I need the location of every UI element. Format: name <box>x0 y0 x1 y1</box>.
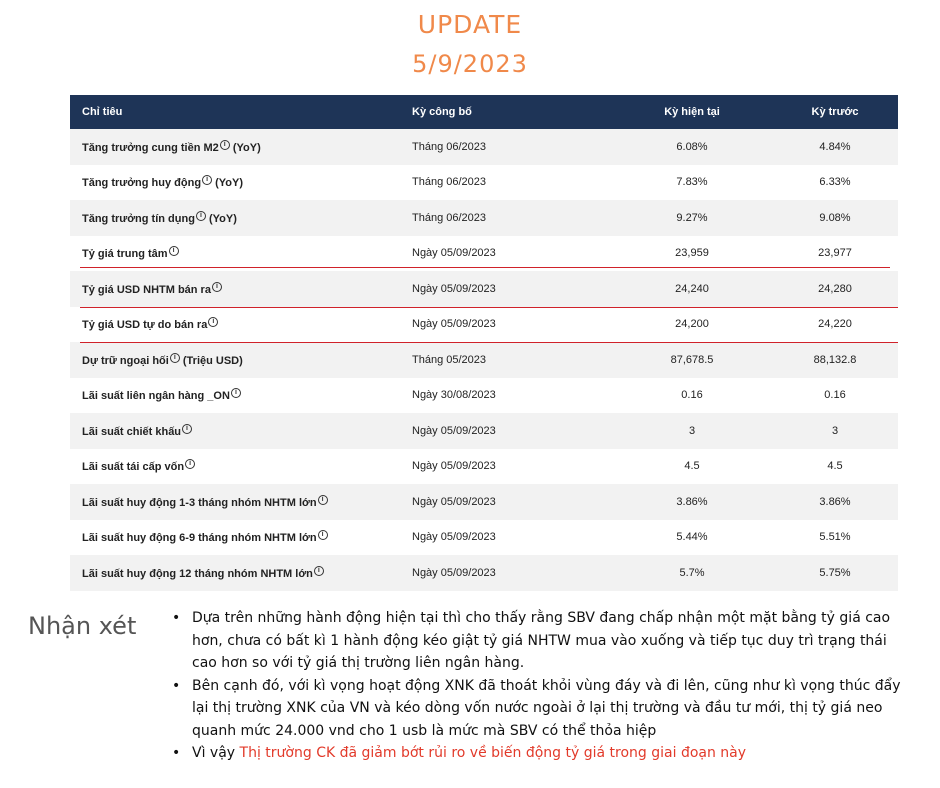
bullet-icon: • <box>172 745 181 761</box>
indicator-cell <box>70 530 402 544</box>
comment-item <box>170 742 905 765</box>
previous-value-cell: 5.75% <box>819 566 851 579</box>
comment-item <box>170 675 905 743</box>
red-underline-1 <box>80 267 890 268</box>
table-row <box>70 449 898 485</box>
table-row <box>70 236 898 272</box>
comment-text: Dựa trên những hành động hiện tại thì cho thấy rằng SBV đang chấp nhận một mặt bằng tỷ giá cao hơn, chưa có bất kì 1 hành động kéo giật tỷ giá NHTW mua vào xuống và tiếp tục duy trì trạng thái cao hơn so với tỷ giá thị trường liên ngân hàng. <box>192 610 891 671</box>
info-icon[interactable]: i <box>318 530 328 540</box>
indicator-cell <box>70 211 402 225</box>
comment-text: Bên cạnh đó, với kì vọng hoạt động XNK đã thoát khỏi vùng đáy và đi lên, cũng như kì vọng thúc đẩy lại thị trường XNK của VN và kéo dòng vốn nước ngoài ở lại thị trường và đầu tư mới, thị tỷ giá neo quanh mức 24.000 vnd cho 1 usb là mức mà SBV có thể thỏa hiệp <box>192 677 901 739</box>
table-header <box>70 95 898 129</box>
info-icon[interactable]: i <box>185 459 195 469</box>
previous-value-cell: 4.5 <box>827 460 843 473</box>
comments-heading: Nhận xét <box>28 612 137 640</box>
indicator-name: Tăng trưởng huy động <box>82 177 202 190</box>
info-icon[interactable]: i <box>220 140 230 150</box>
indicator-cell <box>70 317 402 331</box>
info-icon[interactable]: i <box>318 495 328 505</box>
bullet-icon: • <box>172 610 181 626</box>
current-value-cell: 6.08% <box>676 140 708 153</box>
current-value-cell: 23,959 <box>675 247 709 260</box>
previous-value-cell: 88,132.8 <box>813 353 857 366</box>
update-date: 5/9/2023 <box>412 50 528 78</box>
indicator-cell <box>70 424 402 438</box>
current-value-cell: 3.86% <box>676 495 708 508</box>
indicator-name: Lãi suất huy động 1-3 tháng nhóm NHTM lớn <box>82 496 317 509</box>
column-header-indicator: Chỉ tiêu <box>82 106 123 118</box>
info-icon[interactable]: i <box>314 566 324 576</box>
previous-value-cell: 6.33% <box>819 176 851 189</box>
indicator-name: Lãi suất huy động 12 tháng nhóm NHTM lớn <box>82 567 313 580</box>
previous-value-cell: 0.16 <box>824 389 846 402</box>
current-value-cell: 87,678.5 <box>670 353 714 366</box>
red-underline-2 <box>80 307 898 308</box>
info-icon[interactable]: i <box>182 424 192 434</box>
current-value-cell: 7.83% <box>676 176 708 189</box>
table-body <box>70 129 898 591</box>
period-cell: Tháng 06/2023 <box>412 211 487 224</box>
table-row <box>70 271 898 307</box>
indicator-cell <box>70 246 402 260</box>
indicator-name: Tỷ giá USD NHTM bán ra <box>82 283 211 296</box>
info-icon[interactable]: i <box>170 353 180 363</box>
table-row <box>70 165 898 201</box>
previous-value-cell: 23,977 <box>818 247 852 260</box>
previous-value-cell: 9.08% <box>819 211 851 224</box>
current-value-cell: 0.16 <box>681 389 703 402</box>
indicator-name: Tỷ giá USD tự do bán ra <box>82 319 208 332</box>
info-icon[interactable]: i <box>169 246 179 256</box>
indicator-cell <box>70 175 402 189</box>
info-icon[interactable]: i <box>231 388 241 398</box>
indicator-cell <box>70 495 402 509</box>
info-icon[interactable]: i <box>212 282 222 292</box>
period-cell: Tháng 06/2023 <box>412 140 487 153</box>
red-underline-3 <box>80 342 898 343</box>
current-value-cell: 5.7% <box>679 566 705 579</box>
previous-value-cell: 3.86% <box>819 495 851 508</box>
indicator-cell <box>70 459 402 473</box>
table-row <box>70 378 898 414</box>
previous-value-cell: 5.51% <box>819 531 851 544</box>
indicator-cell <box>70 388 402 402</box>
period-cell: Ngày 05/09/2023 <box>412 247 496 260</box>
bullet-icon: • <box>172 677 181 694</box>
period-cell: Tháng 05/2023 <box>412 353 487 366</box>
current-value-cell: 24,240 <box>675 282 709 295</box>
period-cell: Ngày 30/08/2023 <box>412 389 496 402</box>
indicator-name: Lãi suất liên ngân hàng _ON <box>82 390 230 403</box>
column-header-previous: Kỳ trước <box>811 106 859 118</box>
indicator-unit: (YoY) <box>212 177 244 190</box>
previous-value-cell: 3 <box>831 424 839 437</box>
indicator-name: Lãi suất huy động 6-9 tháng nhóm NHTM lớn <box>82 532 317 545</box>
indicator-unit: (YoY) <box>229 141 261 154</box>
current-value-cell: 3 <box>688 424 696 437</box>
table-row <box>70 200 898 236</box>
period-cell: Ngày 05/09/2023 <box>412 424 496 437</box>
indicator-name: Tăng trưởng tín dụng <box>82 212 195 225</box>
table-row <box>70 413 898 449</box>
current-value-cell: 9.27% <box>676 211 708 224</box>
period-cell: Ngày 05/09/2023 <box>412 531 496 544</box>
previous-value-cell: 24,220 <box>818 318 852 331</box>
indicator-cell <box>70 282 402 296</box>
period-cell: Tháng 06/2023 <box>412 176 487 189</box>
period-cell: Ngày 05/09/2023 <box>412 460 496 473</box>
column-header-current: Kỳ hiện tại <box>664 106 720 118</box>
previous-value-cell: 4.84% <box>819 140 851 153</box>
current-value-cell: 5.44% <box>676 531 708 544</box>
column-header-period: Kỳ công bố <box>412 106 472 118</box>
period-cell: Ngày 05/09/2023 <box>412 566 496 579</box>
indicator-unit: (Triệu USD) <box>179 354 243 367</box>
indicator-name: Dự trữ ngoại hối <box>82 354 169 367</box>
table-row <box>70 129 898 165</box>
current-value-cell: 4.5 <box>684 460 700 473</box>
indicator-name: Lãi suất tái cấp vốn <box>82 461 185 474</box>
indicator-name: Tỷ giá trung tâm <box>82 248 168 261</box>
indicator-name: Tăng trưởng cung tiền M2 <box>82 141 219 154</box>
current-value-cell: 24,200 <box>675 318 709 331</box>
indicator-cell <box>70 353 402 367</box>
period-cell: Ngày 05/09/2023 <box>412 318 496 331</box>
info-icon[interactable]: i <box>202 175 212 185</box>
indicator-cell <box>70 566 402 580</box>
info-icon[interactable]: i <box>196 211 206 221</box>
period-cell: Ngày 05/09/2023 <box>412 282 496 295</box>
indicator-name: Lãi suất chiết khấu <box>82 425 182 438</box>
comments-list <box>170 607 905 765</box>
comment-highlight: Thị trường CK đã giảm bớt rủi ro về biến động tỷ giá trong giai đoạn này <box>239 745 747 761</box>
table-row <box>70 307 898 343</box>
table-row <box>70 342 898 378</box>
table-row <box>70 484 898 520</box>
table-row <box>70 520 898 556</box>
table-row <box>70 555 898 591</box>
info-icon[interactable]: i <box>208 317 218 327</box>
comment-item <box>170 607 905 675</box>
previous-value-cell: 24,280 <box>818 282 852 295</box>
update-title: UPDATE <box>417 10 523 39</box>
indicator-unit: (YoY) <box>205 212 237 225</box>
indicator-cell <box>70 140 402 154</box>
period-cell: Ngày 05/09/2023 <box>412 495 496 508</box>
comment-prefix: Vì vậy <box>192 745 240 761</box>
